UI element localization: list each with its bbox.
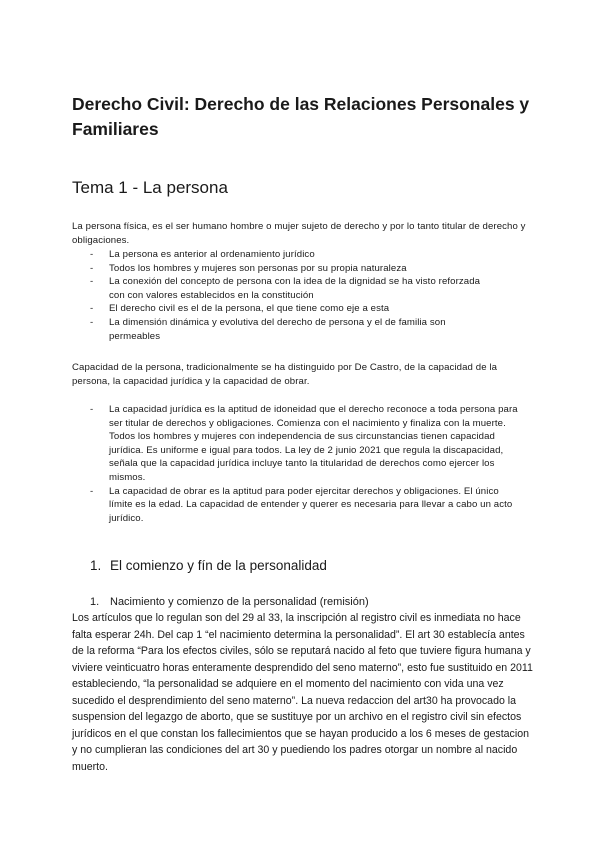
list-item: - La capacidad de obrar es la aptitud para poder ejercitar derechos y obligaciones. El único límite es la edad. La capacidad de entender y querer es necesaria para llevar a cabo un acto jurídico. [72,485,522,526]
capacity-list [72,403,522,525]
list-item: - La dimensión dinámica y evolutiva del derecho de persona y el de familia son permeables [72,316,492,343]
list-item: - Todos los hombres y mujeres son personas por su propia naturaleza [72,262,492,276]
properties-list [72,248,492,343]
document-title: Derecho Civil: Derecho de las Relaciones Personales y Familiares [72,94,530,139]
sub-item-title: Nacimiento y comienzo de la personalidad (remisión) [110,596,369,608]
section-heading: Tema 1 - La persona [72,178,228,197]
intro-paragraph: La persona física, es el ser humano hombre o mujer sujeto de derecho y por lo tanto titular de derecho y obligaciones. [72,221,526,246]
capacity-paragraph: Capacidad de la persona, tradicionalmente se ha distinguido por De Castro, de la capacidad de la persona, la capacidad jurídica y la capacidad de obrar. [72,362,498,387]
list-item: - La conexión del concepto de persona con la idea de la dignidad se ha visto reforzada con con valores establecidos en la constitución [72,275,492,302]
list-item: - La capacidad jurídica es la aptitud de idoneidad que el derecho reconoce a toda persona para ser titular de derechos y obligaciones. Comienza con el nacimiento y finaliza con la muerte. Todos los hombres y mujeres con independencia de sus circunstancias tienen capacidad jurídica. Es uniforme e igual para todos. La ley de 2 junio 2021 que regula la discapacidad, señala que la capacidad jurídica incluye tanto la titularidad de derechos como ejercer los mismos. [72,403,522,485]
list-item: - El derecho civil es el de la persona, el que tiene como eje a esta [72,302,492,316]
subsection-title: El comienzo y fín de la personalidad [110,558,327,573]
subsection-heading [90,557,327,575]
list-item: - La persona es anterior al ordenamiento jurídico [72,248,492,262]
subsection-number: 1. [90,558,102,573]
body-paragraph: Los artículos que lo regulan son del 29 al 33, la inscripción al registro civil es inmediata no hace falta esperar 24h. Del cap 1 “el nacimiento determina la personalidad”. El art 30 establecía antes de la reforma “Para los efectos civiles, sólo se reputará nacido al feto que tuviere figura humana y viviere veinticuatro horas enteramente desprendido del seno materno”, esto fue sustituido en 2011 estableciendo, “la personalidad se adquiere en el momento del nacimiento con vida una vez sucedido el desprendimiento del seno materno”. La nueva redaccion del art30 ha provocado la suspension del legazgo de aborto, que se sustituye por un archivo en el registro civil sin efectos jurídicos en el que constan los fallecimientos que se hayan producido a los 6 meses de gestacion y no cumplieran las condiciones del art 30 y puediendo los padres otorgar un nombre al nacido muerto. [72,612,533,773]
sub-item-heading [90,594,369,610]
sub-item-number: 1. [90,596,100,608]
